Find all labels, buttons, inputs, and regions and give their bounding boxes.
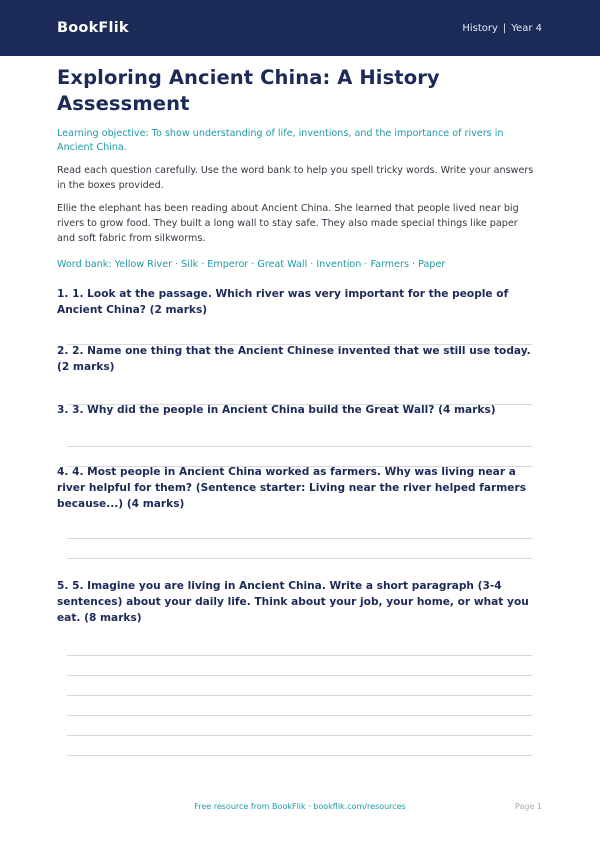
- footer-text: Free resource from BookFlik · bookflik.com/resources: [194, 802, 406, 811]
- page-title: Exploring Ancient China: A History Assessment: [57, 66, 440, 115]
- answer-line[interactable]: [67, 735, 532, 736]
- question-2: 2. 2. Name one thing that the Ancient Chinese invented that we still use today. (2 marks): [57, 345, 531, 373]
- answer-line[interactable]: [67, 538, 532, 539]
- year-label: Year 4: [511, 22, 542, 34]
- answer-line[interactable]: [67, 655, 532, 656]
- answer-line[interactable]: [67, 446, 532, 447]
- brand-logo-text: BookFlik: [57, 20, 129, 36]
- reading-passage: Ellie the elephant has been reading about Ancient China. She learned that people lived near big rivers to grow food. They built a long wall to stay safe. They also made special things like paper and soft fabric from silkworms.: [57, 203, 519, 244]
- page-header: [0, 0, 600, 56]
- answer-line[interactable]: [67, 695, 532, 696]
- answer-line[interactable]: [67, 715, 532, 716]
- question-4: 4. 4. Most people in Ancient China worked as farmers. Why was living near a river helpful for them? (Sentence starter: Living near the river helped farmers because...) (4 marks): [57, 466, 527, 510]
- learning-objective: Learning objective: To show understanding of life, inventions, and the importance of rivers in Ancient China.: [57, 128, 504, 153]
- header-meta: [462, 23, 542, 34]
- worksheet-body: [57, 56, 535, 756]
- answer-line[interactable]: [67, 755, 532, 756]
- question-5: 5. 5. Imagine you are living in Ancient China. Write a short paragraph (3-4 sentences) about your daily life. Think about your job, your home, or what you eat. (8 marks): [57, 580, 529, 624]
- answer-line[interactable]: [67, 558, 532, 559]
- word-bank: Word bank: Yellow River · Silk · Emperor · Great Wall · Invention · Farmers · Paper: [57, 259, 446, 270]
- meta-separator: |: [502, 22, 507, 34]
- page-number: Page 1: [515, 802, 542, 811]
- subject-label: History: [462, 22, 498, 34]
- question-1: 1. 1. Look at the passage. Which river was very important for the people of Ancient China? (2 marks): [57, 288, 509, 316]
- answer-line[interactable]: [67, 675, 532, 676]
- instructions: Read each question carefully. Use the word bank to help you spell tricky words. Write your answers in the boxes provided.: [57, 165, 534, 191]
- question-3: 3. 3. Why did the people in Ancient China build the Great Wall? (4 marks): [57, 404, 496, 416]
